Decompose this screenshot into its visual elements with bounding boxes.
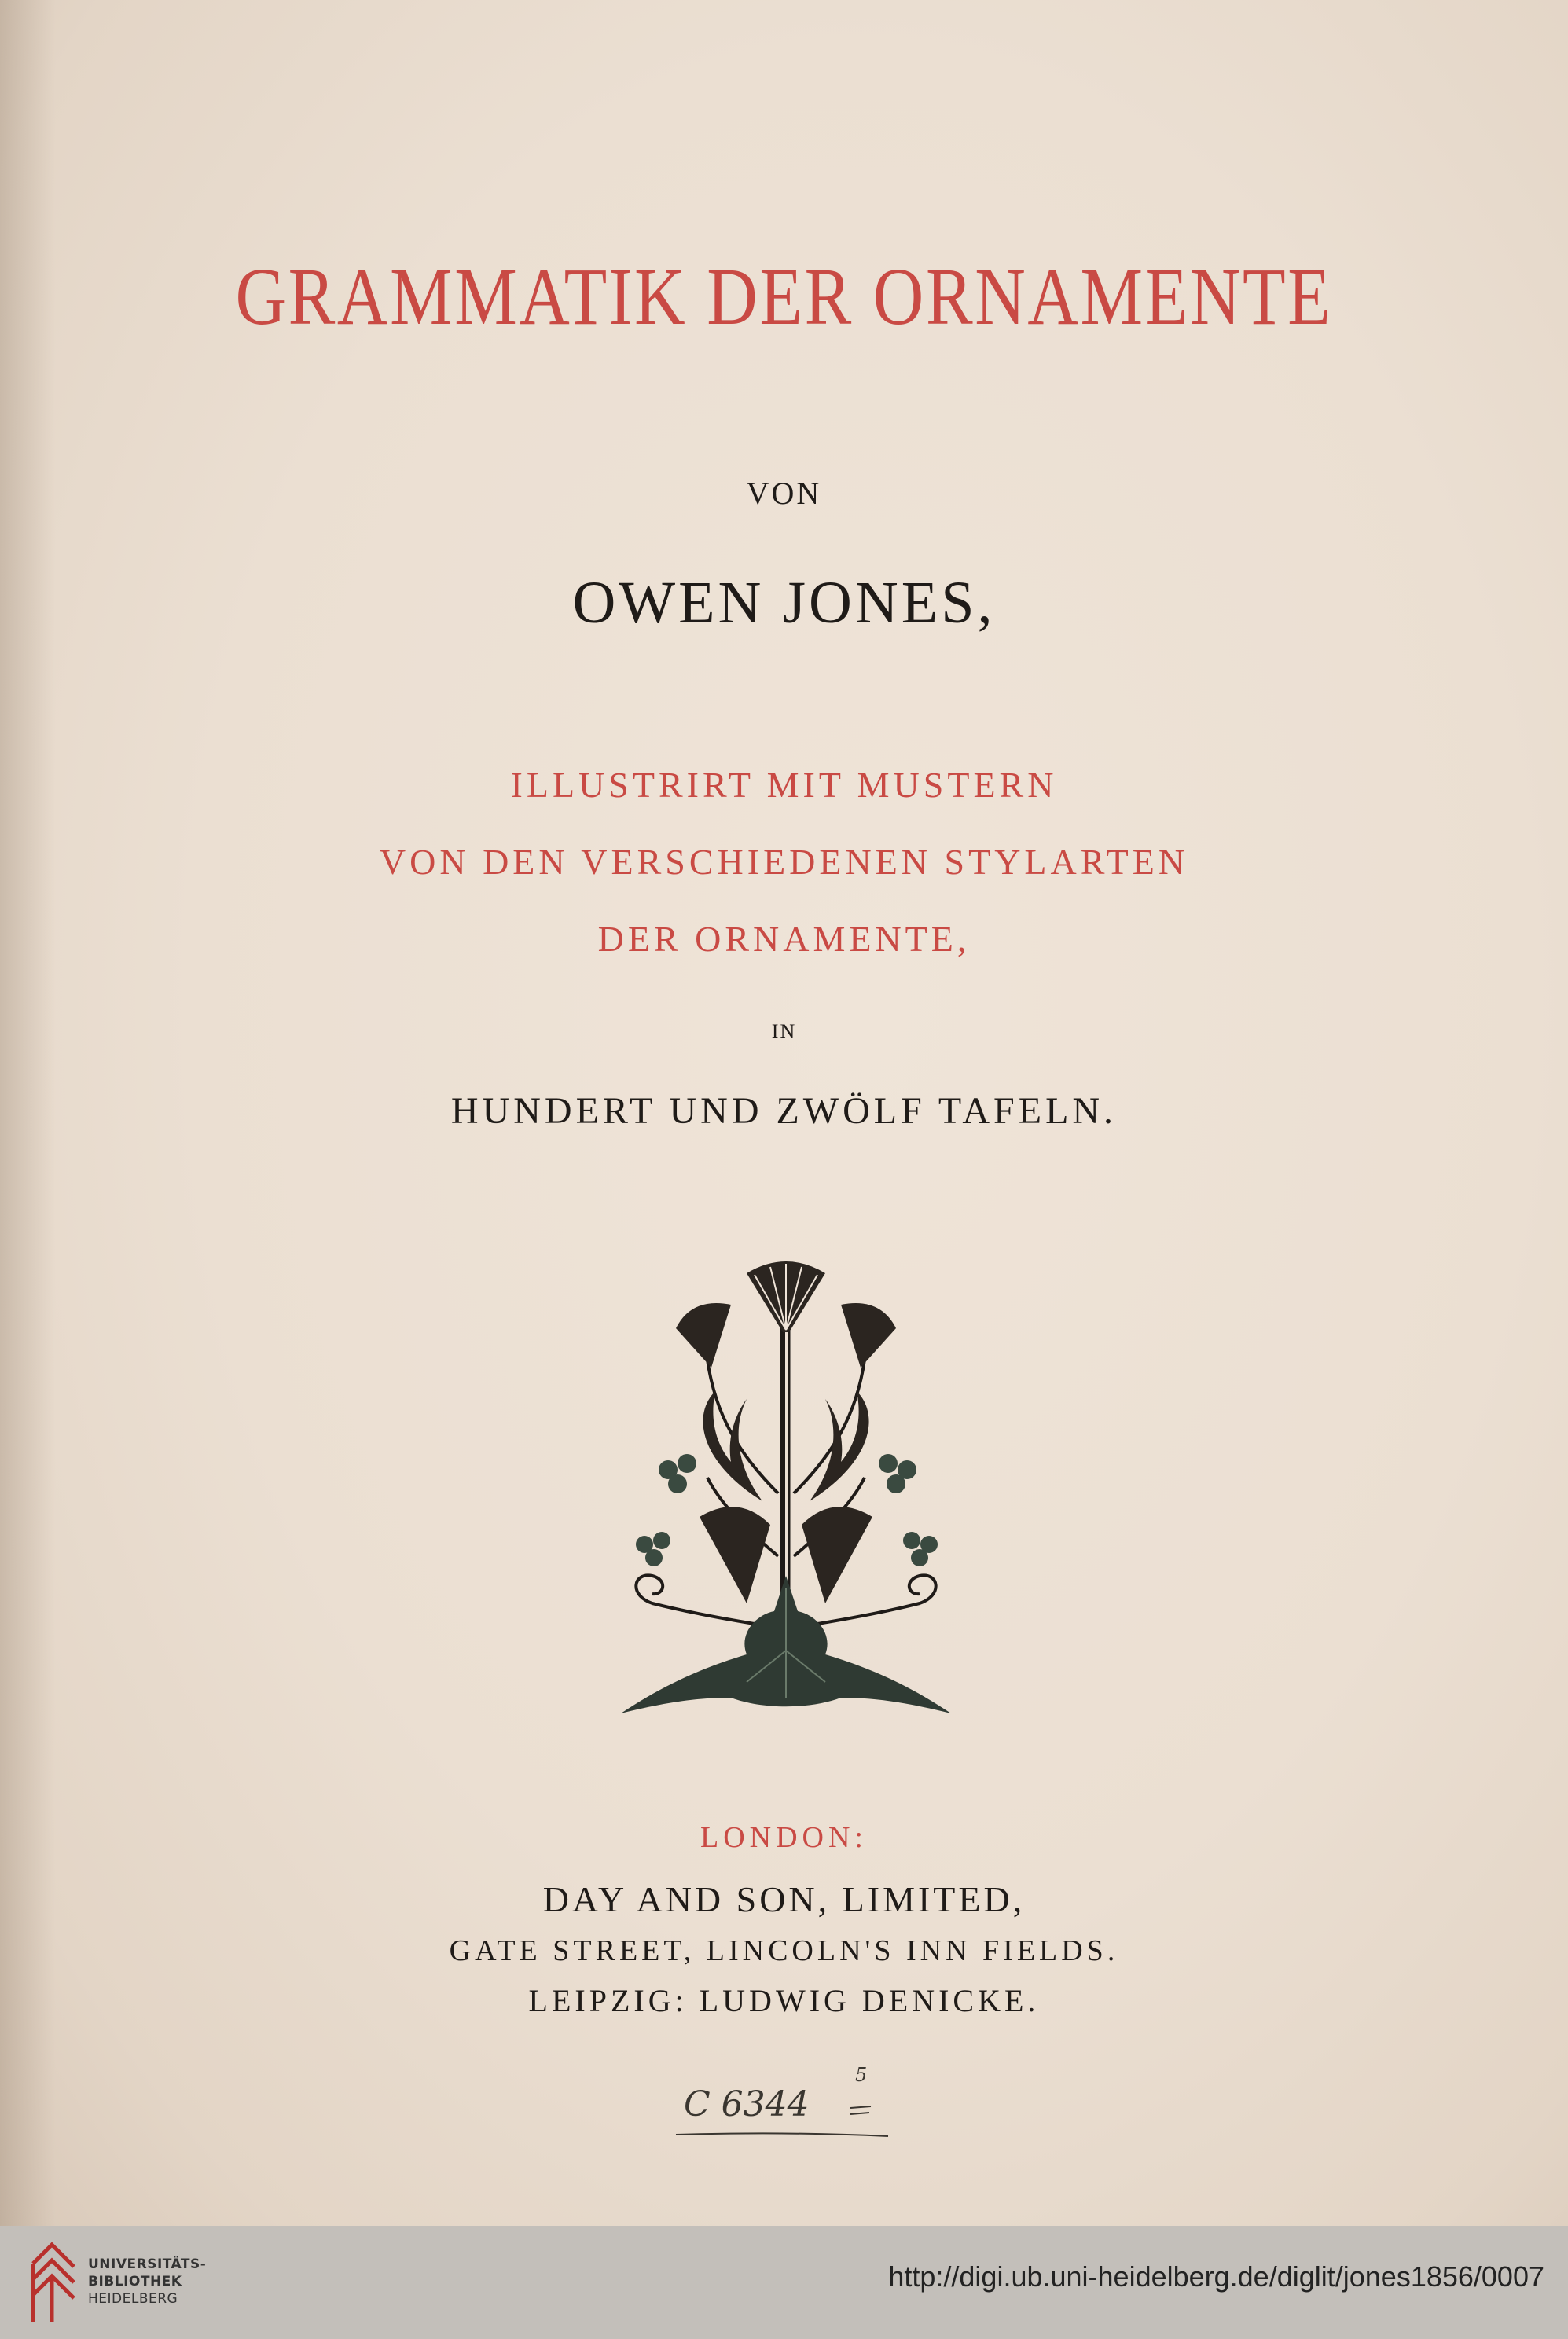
- institution-line-2: BIBLIOTHEK: [88, 2274, 182, 2289]
- book-title: GRAMMATIK DER ORNAMENTE: [235, 252, 1333, 342]
- subtitle-line-1: ILLUSTRIRT MIT MUSTERN: [510, 765, 1058, 805]
- institution-line-1: UNIVERSITÄTS-: [88, 2256, 207, 2272]
- subtitle-line-3: DER ORNAMENTE,: [597, 919, 971, 959]
- imprint-leipzig: LEIPZIG: LUDWIG DENICKE.: [528, 1983, 1040, 2018]
- subtitle-line-2: VON DEN VERSCHIEDENEN STYLARTEN: [379, 842, 1189, 882]
- author-name: OWEN JONES,: [572, 570, 996, 636]
- shelfmark-superscript: 5: [855, 2064, 868, 2086]
- lotus-ornament-icon: [621, 1258, 951, 1729]
- by-line: VON: [746, 476, 822, 511]
- imprint-address: GATE STREET, LINCOLN'S INN FIELDS.: [449, 1934, 1119, 1967]
- ub-heidelberg-logo-icon: [28, 2240, 79, 2326]
- source-url[interactable]: http://digi.ub.uni-heidelberg.de/diglit/jones1856/0007: [888, 2260, 1544, 2293]
- in-word: IN: [771, 1020, 797, 1043]
- imprint-city: LONDON:: [700, 1821, 868, 1854]
- plates-count: HUNDERT UND ZWÖLF TAFELN.: [450, 1090, 1118, 1132]
- shelfmark-text: C 6344: [684, 2084, 810, 2124]
- institution-line-3: HEIDELBERG: [88, 2291, 178, 2307]
- institution-name: [88, 2256, 206, 2308]
- imprint-publisher: DAY AND SON, LIMITED,: [542, 1879, 1026, 1919]
- handwritten-shelfmark: [668, 2059, 904, 2146]
- footer-bar: [0, 2226, 1568, 2339]
